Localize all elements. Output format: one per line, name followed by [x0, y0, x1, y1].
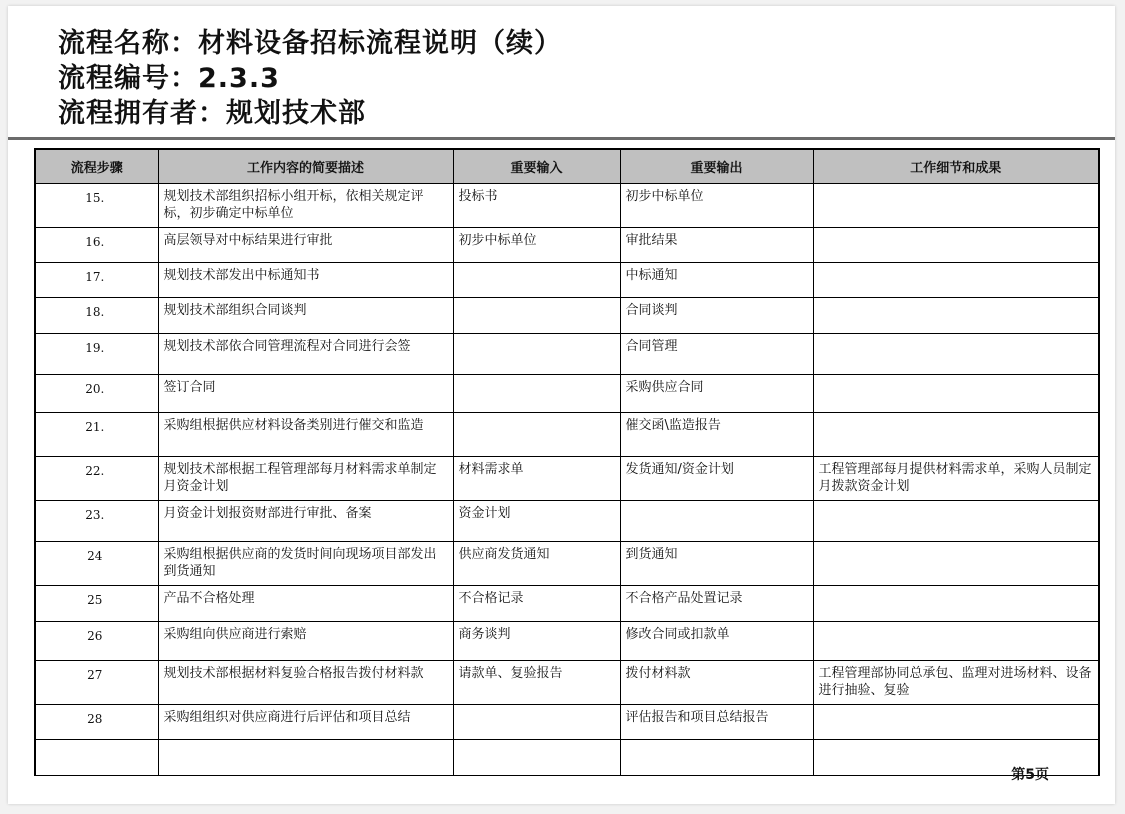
- detail-cell: 工程管理部每月提供材料需求单，采购人员制定月拨款资金计划: [813, 457, 1099, 501]
- output-cell: 拨付材料款: [620, 661, 813, 705]
- output-cell: 到货通知: [620, 542, 813, 586]
- description-cell: 规划技术部发出中标通知书: [158, 263, 453, 298]
- detail-cell: [813, 184, 1099, 228]
- step-cell: 17.: [35, 263, 158, 298]
- step-cell: 18.: [35, 298, 158, 334]
- description-cell: 采购组向供应商进行索赔: [158, 622, 453, 661]
- column-header-detail: 工作细节和成果: [813, 149, 1099, 184]
- description-cell: 采购组根据供应商的发货时间向现场项目部发出到货通知: [158, 542, 453, 586]
- process-owner: 流程拥有者：规划技术部: [58, 98, 366, 129]
- detail-cell: [813, 375, 1099, 413]
- detail-cell: [813, 263, 1099, 298]
- description-cell: [158, 740, 453, 776]
- process-name: 流程名称：材料设备招标流程说明（续）: [58, 28, 562, 59]
- output-cell: 不合格产品处置记录: [620, 586, 813, 622]
- detail-cell: 工程管理部协同总承包、监理对进场材料、设备进行抽验、复验: [813, 661, 1099, 705]
- description-cell: 采购组根据供应材料设备类别进行催交和监造: [158, 413, 453, 457]
- step-cell: 15.: [35, 184, 158, 228]
- input-cell: 材料需求单: [453, 457, 620, 501]
- detail-cell: [813, 298, 1099, 334]
- detail-cell: [813, 705, 1099, 740]
- output-cell: 采购供应合同: [620, 375, 813, 413]
- output-cell: [620, 501, 813, 542]
- description-cell: 产品不合格处理: [158, 586, 453, 622]
- page-number: 第5页: [1011, 767, 1049, 783]
- output-cell: 合同谈判: [620, 298, 813, 334]
- input-cell: 初步中标单位: [453, 228, 620, 263]
- input-cell: [453, 298, 620, 334]
- table-row: [35, 263, 1099, 298]
- description-cell: 采购组组织对供应商进行后评估和项目总结: [158, 705, 453, 740]
- table-row: [35, 501, 1099, 542]
- step-cell: 24: [35, 542, 158, 586]
- step-cell: 23.: [35, 501, 158, 542]
- output-cell: 修改合同或扣款单: [620, 622, 813, 661]
- step-cell: 27: [35, 661, 158, 705]
- input-cell: [453, 334, 620, 375]
- input-cell: 资金计划: [453, 501, 620, 542]
- step-cell: 19.: [35, 334, 158, 375]
- process-number: 流程编号：2.3.3: [58, 63, 280, 94]
- column-header-step: 流程步骤: [35, 149, 158, 184]
- description-cell: 规划技术部根据材料复验合格报告拨付材料款: [158, 661, 453, 705]
- output-cell: 中标通知: [620, 263, 813, 298]
- step-cell: 16.: [35, 228, 158, 263]
- table-row: [35, 334, 1099, 375]
- column-header-input: 重要输入: [453, 149, 620, 184]
- input-cell: [453, 375, 620, 413]
- table-row: [35, 298, 1099, 334]
- input-cell: 供应商发货通知: [453, 542, 620, 586]
- process-header: [58, 26, 562, 131]
- table-row: [35, 413, 1099, 457]
- output-cell: 催交函\监造报告: [620, 413, 813, 457]
- description-cell: 规划技术部组织合同谈判: [158, 298, 453, 334]
- step-cell: 20.: [35, 375, 158, 413]
- detail-cell: [813, 501, 1099, 542]
- detail-cell: [813, 586, 1099, 622]
- detail-cell: [813, 413, 1099, 457]
- document-page: [8, 6, 1115, 804]
- description-cell: 规划技术部依合同管理流程对合同进行会签: [158, 334, 453, 375]
- description-cell: 规划技术部组织招标小组开标，依相关规定评标，初步确定中标单位: [158, 184, 453, 228]
- description-cell: 月资金计划报资财部进行审批、备案: [158, 501, 453, 542]
- table-row: [35, 622, 1099, 661]
- table-row: [35, 740, 1099, 776]
- detail-cell: [813, 334, 1099, 375]
- detail-cell: [813, 228, 1099, 263]
- description-cell: 签订合同: [158, 375, 453, 413]
- step-cell: 28: [35, 705, 158, 740]
- detail-cell: [813, 740, 1099, 776]
- output-cell: 审批结果: [620, 228, 813, 263]
- input-cell: 不合格记录: [453, 586, 620, 622]
- table-row: [35, 586, 1099, 622]
- table-row: [35, 661, 1099, 705]
- input-cell: 商务谈判: [453, 622, 620, 661]
- output-cell: 评估报告和项目总结报告: [620, 705, 813, 740]
- column-header-description: 工作内容的简要描述: [158, 149, 453, 184]
- table-row: [35, 228, 1099, 263]
- step-cell: 22.: [35, 457, 158, 501]
- table-row: [35, 542, 1099, 586]
- output-cell: [620, 740, 813, 776]
- output-cell: 初步中标单位: [620, 184, 813, 228]
- input-cell: [453, 413, 620, 457]
- input-cell: 请款单、复验报告: [453, 661, 620, 705]
- detail-cell: [813, 622, 1099, 661]
- table-row: [35, 184, 1099, 228]
- step-cell: 26: [35, 622, 158, 661]
- detail-cell: [813, 542, 1099, 586]
- table-row: [35, 457, 1099, 501]
- step-cell: [35, 740, 158, 776]
- column-header-output: 重要输出: [620, 149, 813, 184]
- table-header-row: [35, 149, 1099, 184]
- table-row: [35, 705, 1099, 740]
- process-steps-table: [34, 148, 1100, 776]
- description-cell: 高层领导对中标结果进行审批: [158, 228, 453, 263]
- input-cell: [453, 740, 620, 776]
- table-row: [35, 375, 1099, 413]
- step-cell: 21.: [35, 413, 158, 457]
- output-cell: 发货通知/资金计划: [620, 457, 813, 501]
- input-cell: [453, 263, 620, 298]
- input-cell: [453, 705, 620, 740]
- output-cell: 合同管理: [620, 334, 813, 375]
- header-divider: [8, 137, 1115, 140]
- input-cell: 投标书: [453, 184, 620, 228]
- description-cell: 规划技术部根据工程管理部每月材料需求单制定月资金计划: [158, 457, 453, 501]
- step-cell: 25: [35, 586, 158, 622]
